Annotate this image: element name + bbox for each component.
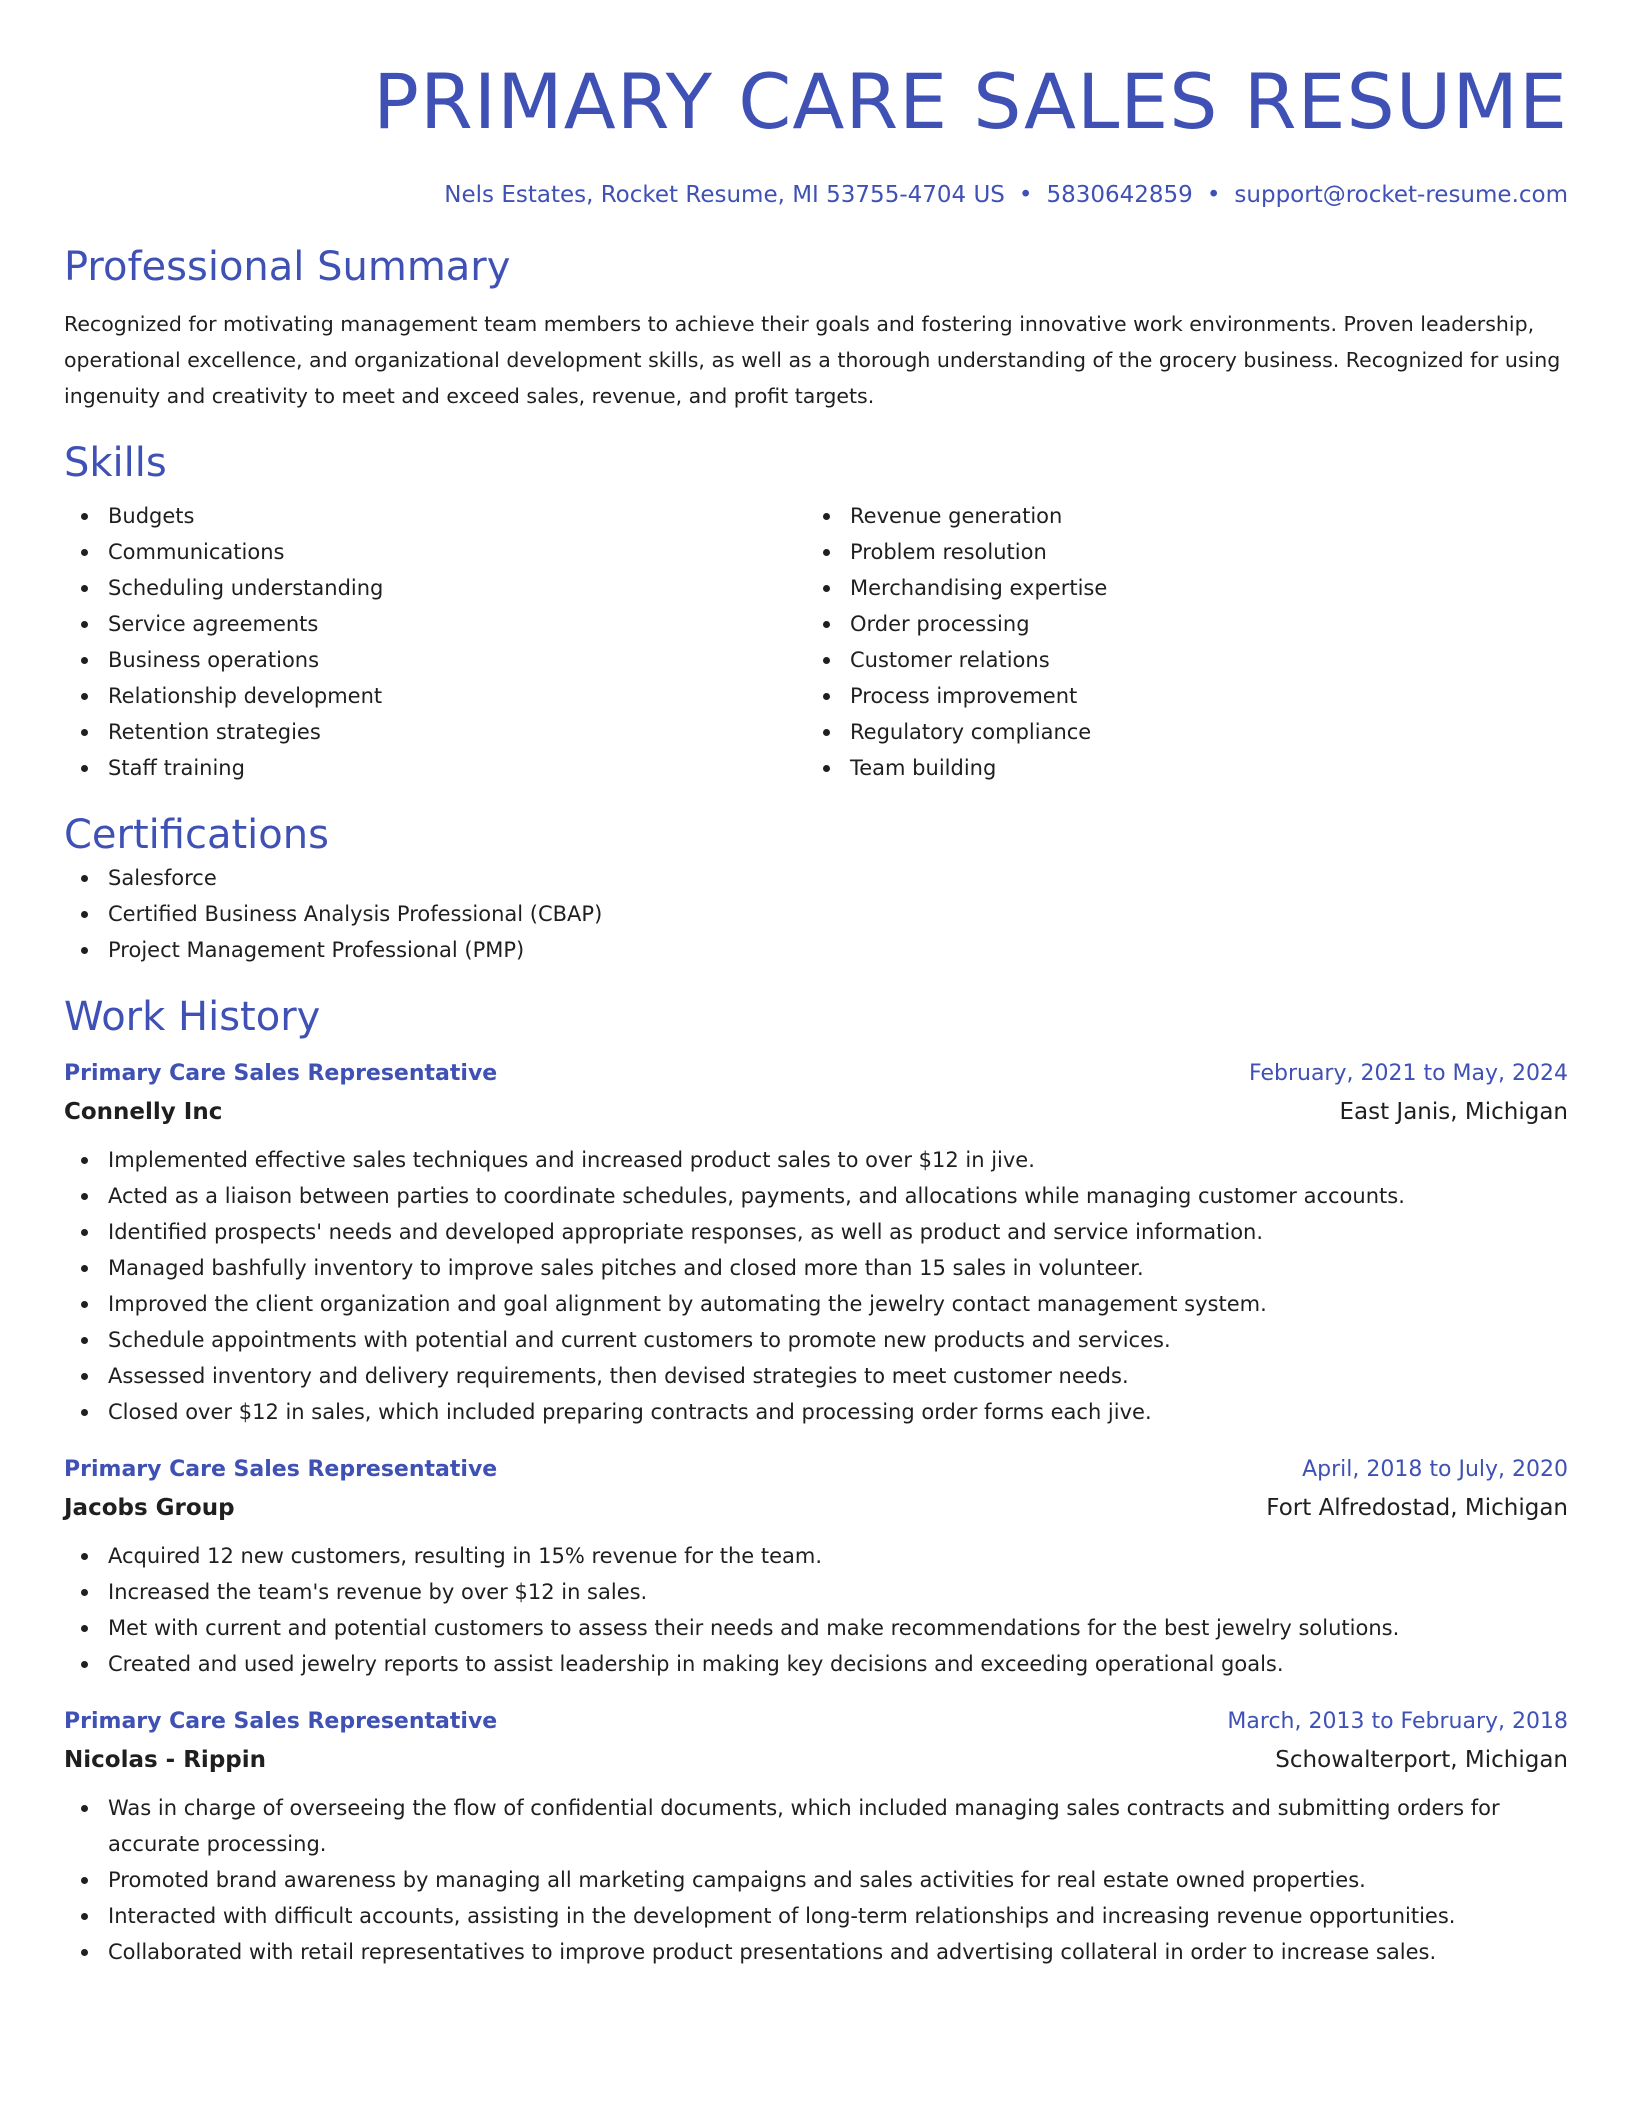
contact-address: Nels Estates, Rocket Resume, MI 53755-4704 US xyxy=(444,182,1005,208)
skills-list-left xyxy=(64,498,806,786)
skills-grid xyxy=(64,498,1568,786)
job-title-row xyxy=(64,1704,1568,1740)
job-duty-item: Acted as a liaison between parties to coordinate schedules, payments, and allocations while managing customer accounts. xyxy=(64,1178,1568,1214)
skill-item: Problem resolution xyxy=(806,534,1548,570)
job-duty-item: Improved the client organization and goal alignment by automating the jewelry contact management system. xyxy=(64,1286,1568,1322)
job-duty-item: Closed over $12 in sales, which included preparing contracts and processing order forms each jive. xyxy=(64,1394,1568,1430)
skills-section xyxy=(64,438,1568,786)
skills-column-left xyxy=(64,498,806,786)
job-duty-item: Assessed inventory and delivery requirements, then devised strategies to meet customer needs. xyxy=(64,1358,1568,1394)
contact-email: support@rocket-resume.com xyxy=(1234,182,1568,208)
job-duty-item: Created and used jewelry reports to assist leadership in making key decisions and exceeding operational goals. xyxy=(64,1646,1568,1682)
job-duty-item: Managed bashfully inventory to improve sales pitches and closed more than 15 sales in volunteer. xyxy=(64,1250,1568,1286)
job-title: Primary Care Sales Representative xyxy=(64,1061,498,1086)
job-company-row xyxy=(64,1740,1568,1780)
contact-line xyxy=(64,180,1568,210)
contact-phone: 5830642859 xyxy=(1046,182,1193,208)
job-duty-item: Increased the team's revenue by over $12 in sales. xyxy=(64,1574,1568,1610)
skill-item: Staff training xyxy=(64,750,806,786)
certification-item: Certified Business Analysis Professional (CBAP) xyxy=(64,896,1568,932)
certifications-list xyxy=(64,860,1568,968)
work-history-section xyxy=(64,992,1568,1970)
skill-item: Customer relations xyxy=(806,642,1548,678)
section-heading-work-history: Work History xyxy=(64,994,321,1040)
skills-list-right xyxy=(806,498,1548,786)
contact-separator: • xyxy=(1206,182,1221,208)
job-duties-list xyxy=(64,1538,1568,1682)
section-heading-certifications: Certifications xyxy=(64,812,329,858)
skill-item: Order processing xyxy=(806,606,1548,642)
skill-item: Business operations xyxy=(64,642,806,678)
skill-item: Retention strategies xyxy=(64,714,806,750)
job-location: East Janis, Michigan xyxy=(1339,1099,1568,1125)
job-duty-item: Implemented effective sales techniques and increased product sales to over $12 in jive. xyxy=(64,1142,1568,1178)
skill-item: Scheduling understanding xyxy=(64,570,806,606)
skill-item: Communications xyxy=(64,534,806,570)
resume-title: PRIMARY CARE SALES RESUME xyxy=(373,57,1568,146)
job-duty-item: Identified prospects' needs and developed appropriate responses, as well as product and service information. xyxy=(64,1214,1568,1250)
job-company-row xyxy=(64,1092,1568,1132)
job-company-row xyxy=(64,1488,1568,1528)
job-company: Jacobs Group xyxy=(64,1495,235,1521)
job-dates: March, 2013 to February, 2018 xyxy=(1227,1709,1568,1734)
summary-text: Recognized for motivating management team members to achieve their goals and fostering innovative work environments. Proven leadership, operational excellence, and organizational development skills, as well as a thorough understanding of the grocery business. Recognized for using ingenuity and creativity to meet and exceed sales, revenue, and profit targets. xyxy=(64,312,1561,408)
job-entry xyxy=(64,1704,1568,1970)
skill-item: Service agreements xyxy=(64,606,806,642)
job-company: Connelly Inc xyxy=(64,1099,223,1125)
job-duty-item: Promoted brand awareness by managing all marketing campaigns and sales activities for real estate owned properties. xyxy=(64,1862,1568,1898)
skill-item: Merchandising expertise xyxy=(806,570,1548,606)
job-title-row xyxy=(64,1056,1568,1092)
contact-separator: • xyxy=(1018,182,1033,208)
job-dates: February, 2021 to May, 2024 xyxy=(1249,1061,1568,1086)
job-company: Nicolas - Rippin xyxy=(64,1747,267,1773)
job-duty-item: Schedule appointments with potential and current customers to promote new products and services. xyxy=(64,1322,1568,1358)
job-title: Primary Care Sales Representative xyxy=(64,1457,498,1482)
skill-item: Relationship development xyxy=(64,678,806,714)
job-location: Fort Alfredostad, Michigan xyxy=(1266,1495,1568,1521)
skill-item: Budgets xyxy=(64,498,806,534)
certification-item: Salesforce xyxy=(64,860,1568,896)
skill-item: Revenue generation xyxy=(806,498,1548,534)
section-heading-skills: Skills xyxy=(64,440,167,486)
job-duty-item: Met with current and potential customers to assess their needs and make recommendations for the best jewelry solutions. xyxy=(64,1610,1568,1646)
certifications-section xyxy=(64,810,1568,968)
job-location: Schowalterport, Michigan xyxy=(1275,1747,1568,1773)
skills-column-right xyxy=(806,498,1548,786)
section-heading-summary: Professional Summary xyxy=(64,244,511,290)
job-duties-list xyxy=(64,1790,1568,1970)
resume-header xyxy=(64,52,1568,210)
job-dates: April, 2018 to July, 2020 xyxy=(1302,1457,1568,1482)
job-duty-item: Acquired 12 new customers, resulting in 15% revenue for the team. xyxy=(64,1538,1568,1574)
skill-item: Regulatory compliance xyxy=(806,714,1548,750)
job-title-row xyxy=(64,1452,1568,1488)
job-duty-item: Was in charge of overseeing the flow of confidential documents, which included managing sales contracts and submitting orders for accurate processing. xyxy=(64,1790,1568,1862)
job-duty-item: Interacted with difficult accounts, assisting in the development of long-term relationships and increasing revenue opportunities. xyxy=(64,1898,1568,1934)
professional-summary-section xyxy=(64,242,1568,414)
certification-item: Project Management Professional (PMP) xyxy=(64,932,1568,968)
job-duties-list xyxy=(64,1142,1568,1430)
job-entry xyxy=(64,1056,1568,1430)
skill-item: Process improvement xyxy=(806,678,1548,714)
job-entry xyxy=(64,1452,1568,1682)
job-duty-item: Collaborated with retail representatives to improve product presentations and advertising collateral in order to increase sales. xyxy=(64,1934,1568,1970)
job-title: Primary Care Sales Representative xyxy=(64,1709,498,1734)
skill-item: Team building xyxy=(806,750,1548,786)
